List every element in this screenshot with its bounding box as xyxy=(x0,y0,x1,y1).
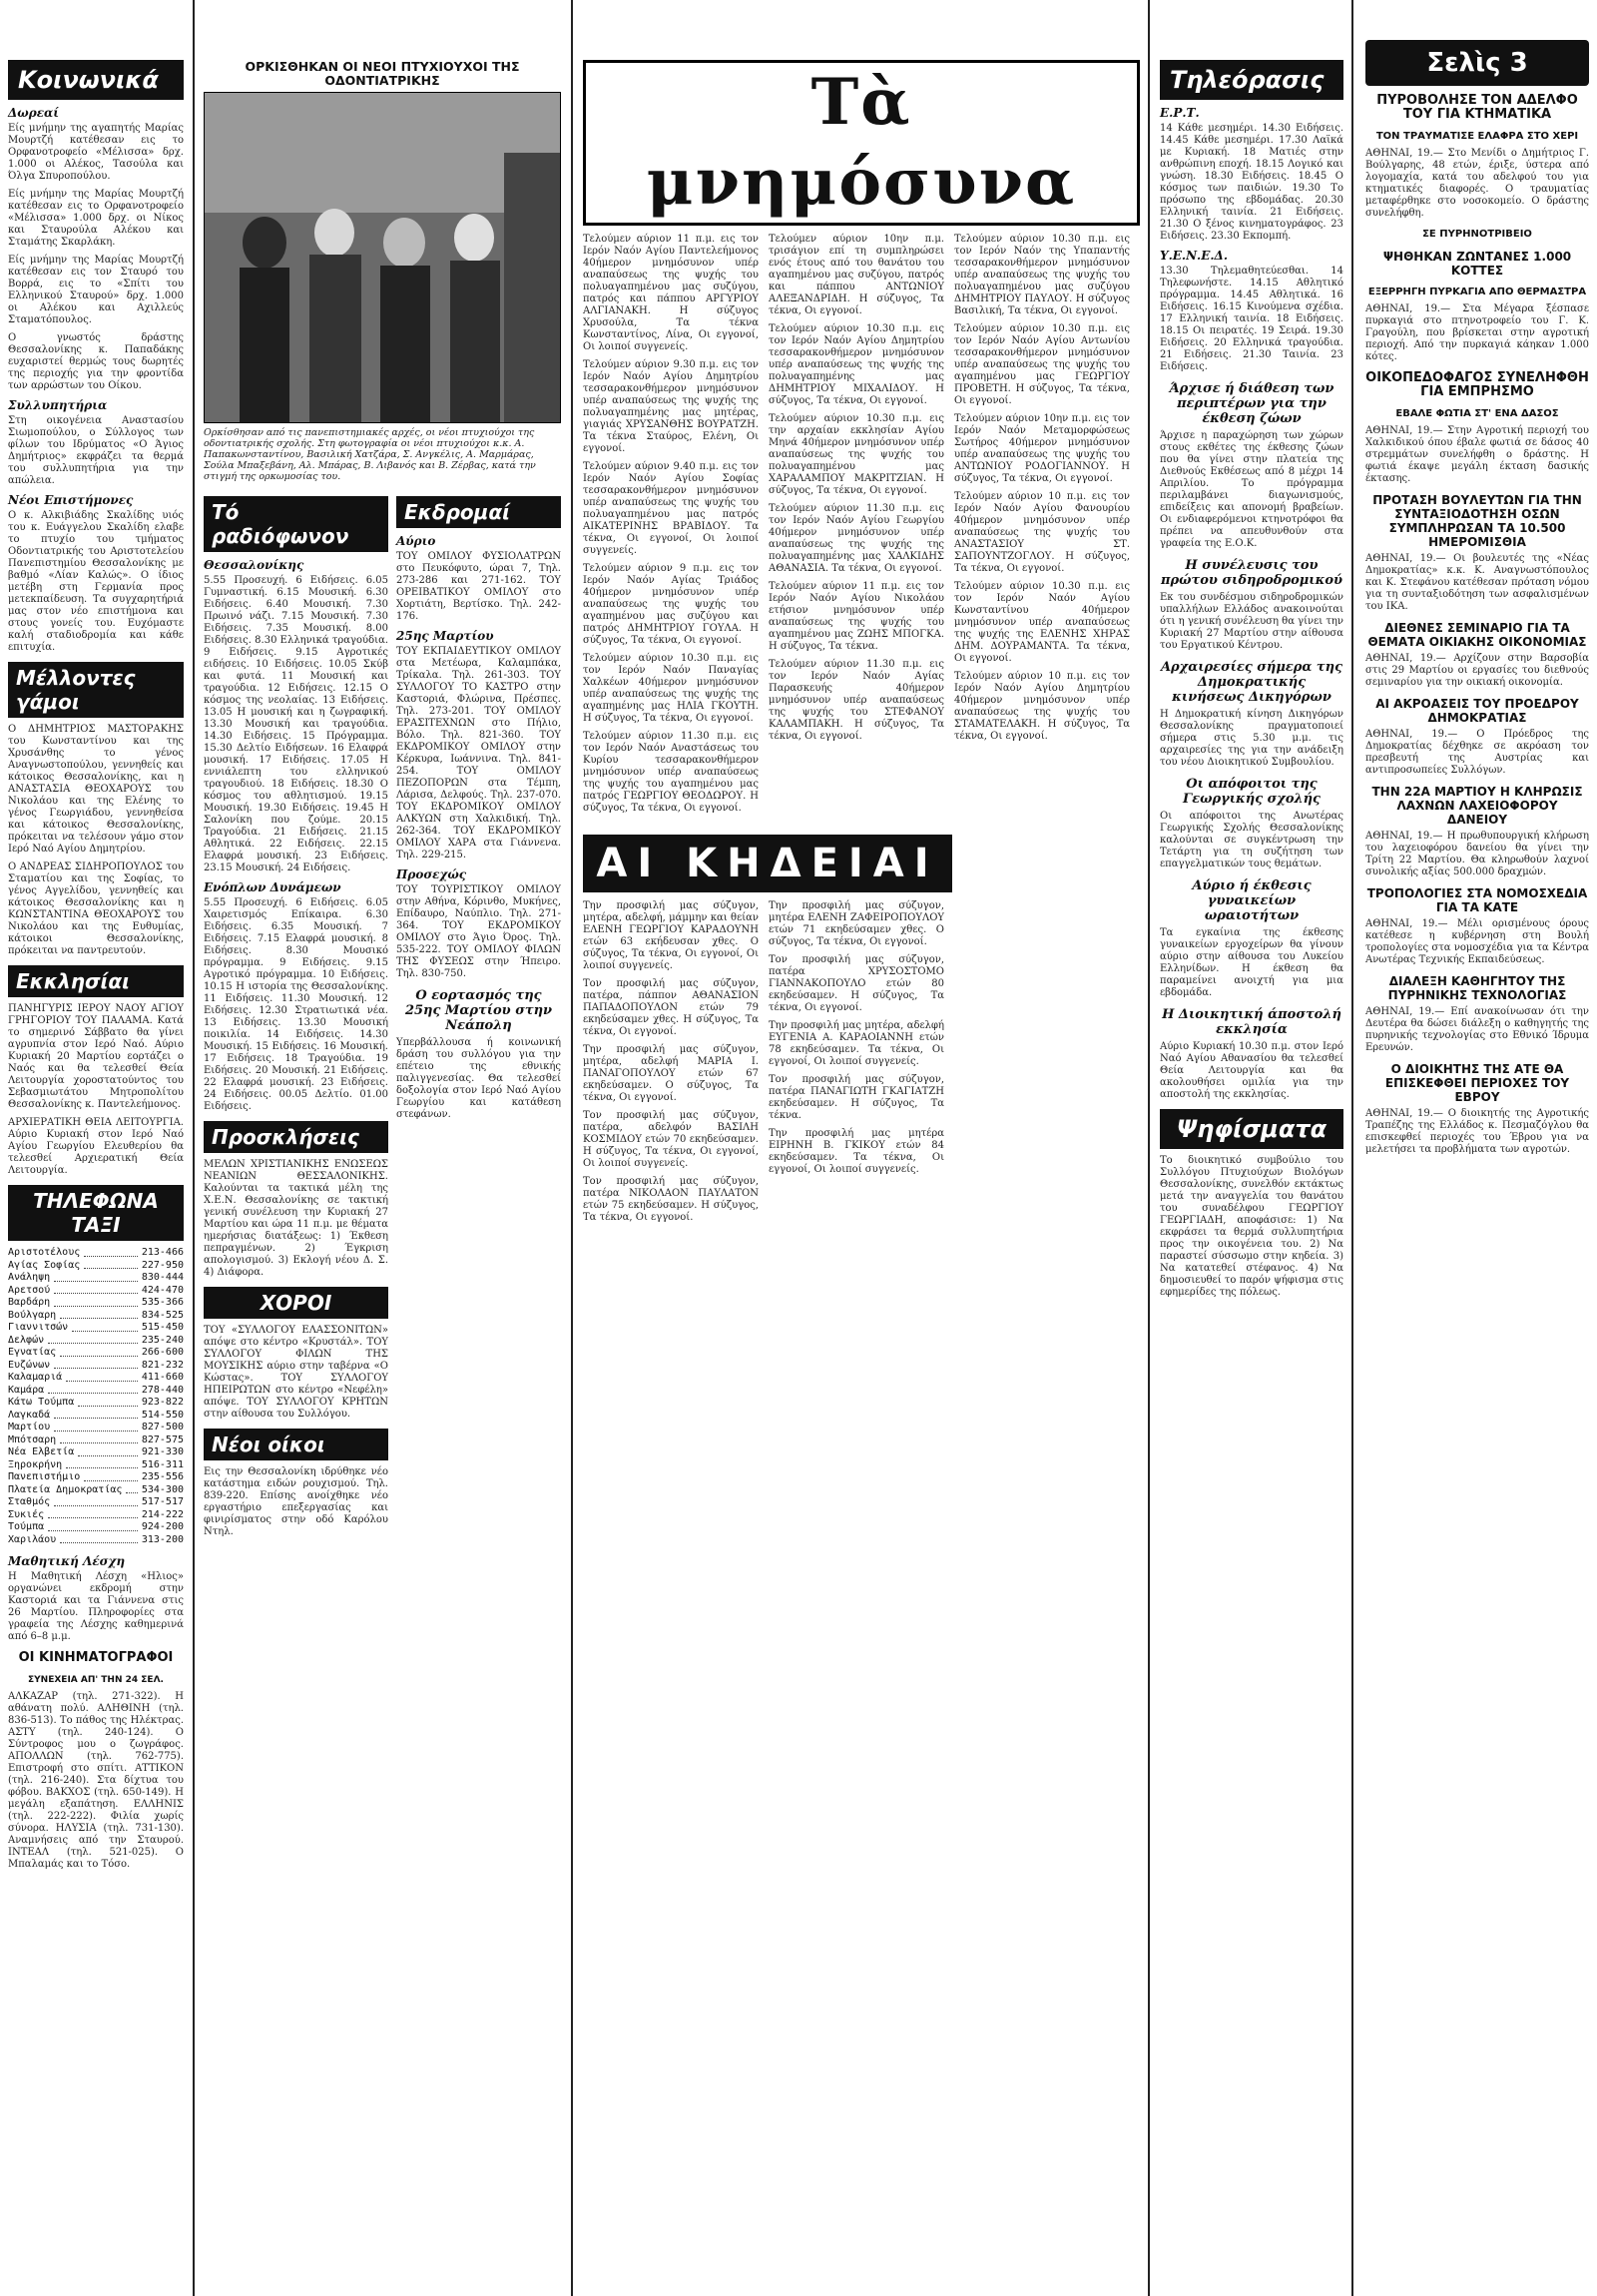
memorial-notice: Τελούμεν αύριον 10.30 π.μ. εις την αρχαίαν εκκλησίαν Αγίου Μηνά 40ήμερον μνημόσυνον υπέρ αναπαύσεως της ψυχής του πολυαγαπημένου μας ΧΑΡΑΛΑΜΠΟΥ ΜΑΚΡΙΤΖΙΑΝ. Η σύζυγος, Τα τέκνα, Οι εγγονοί. xyxy=(769,413,944,496)
taxi-phone-number: 266-600 xyxy=(141,1347,184,1358)
dorea-heading: Δωρεαί xyxy=(8,106,60,120)
taxi-phone-row xyxy=(8,1272,184,1285)
story-text: ΑΘΗΝΑΙ, 19.— Στην Αγροτική περιοχή του Χαλκιδικού όπου έβαλε φωτιά σε δάσος 40 στρεμμάτων συνελήφθη ο δράστης. Η φωτιά έκαψε μεγάλη έκταση δασικής έκτασης. xyxy=(1365,425,1589,484)
dorea-text-4: Ο γνωστός δράστης Θεσσαλονίκης κ. Παπαδάκης ευχαριστεί θερμώς τους δωρητές της περιοχής για την φροντίδα των αρρώστων του Οίκου. xyxy=(8,332,184,391)
memorial-notice: Τελούμεν αύριον 10.30 π.μ. εις τον Ιερόν Ναόν Αγίου Κωνσταντίνου 40ήμερον μνημόσυνον υπέρ αναπαύσεως της ψυχής της ΕΛΕΝΗΣ ΧΗΡΑΣ ΔΗΜ. ΔΟΥΡΑΜΑΝΤΑ. Τα τέκνα, Οι εγγονοί. xyxy=(954,581,1130,664)
taxi-phone-number: 923-822 xyxy=(141,1397,184,1408)
animal-fair-text: Άρχισε η παραχώρηση των χώρων στους εκθέτες της έκθεσης ζώων που θα γίνει στην πλατεία της Διεθνούς Εκθέσεως από 8 μέχρι 14 Απριλίου. Το πρόγραμμα περιλαμβάνει διαγωνισμούς, επιδείξεις και απονομή βραβείων. Οι ενδιαφερόμενοι κτηνοτρόφοι θα πρέπει να απευθυνθούν στα γραφεία της Ε.Ο.Κ. xyxy=(1160,430,1343,549)
taxi-stand-name: Σταθμός xyxy=(8,1496,51,1507)
railway-assembly-heading: Η συνέλευσις του πρώτου σιδηροδρομικού xyxy=(1160,558,1343,588)
ert-heading: Ε.Ρ.Τ. xyxy=(1160,106,1200,120)
taxi-stand-name: Δελφών xyxy=(8,1334,45,1346)
graduation-photo xyxy=(204,92,561,423)
lawyers-elections-heading: Αρχαιρεσίες σήμερα της Δημοκρατικής κινήσεως Δικηγόρων xyxy=(1160,660,1343,705)
taxi-stand-name: Ανάληψη xyxy=(8,1272,51,1283)
dot-leader xyxy=(84,1260,138,1270)
condolences-heading: Συλλυπητήρια xyxy=(8,398,108,412)
dot-leader xyxy=(60,1435,138,1444)
ert-schedule: 14 Κάθε μεσημέρι. 14.30 Ειδήσεις. 14.45 Κάθε μεσημέρι. 17.30 Λαϊκά με Κυριακή. 18 Ματιές στην ανθρώπινη εποχή. 18.15 Λογικό και γνώση. 18.30 Ειδήσεις. 18.45 Ο κόσμος των παιδιών. 19.30 Το πρόσωπο της εβδομάδας. 20.30 Ελληνική ταινία. 21 Ειδήσεις. 21.30 Ο ξένος κινηματογράφος. 23 Ειδήσεις. 23.30 Εκπομπή. xyxy=(1160,123,1343,242)
story-subheading: ΨΗΘΗΚΑΝ ΖΩΝΤΑΝΕΣ 1.000 ΚΟΤΤΕΣ xyxy=(1382,250,1572,278)
dot-leader xyxy=(54,1272,138,1282)
funeral-notice: Την προσφιλή μας σύζυγον, μητέρα, αδελφή ΜΑΡΙΑ Ι. ΠΑΝΑΓΟΠΟΥΛΟΥ ετών 67 εκηδεύσαμεν. Ο σύζυγος, Τα τέκνα, Οι εγγονοί. xyxy=(583,1044,759,1103)
column-news xyxy=(1357,0,1597,2296)
lawyers-elections-text: Η Δημοκρατική κίνηση Δικηγόρων Θεσσαλονίκης πραγματοποιεί σήμερα στις 5.30 μ.μ. τις αρχαιρεσίες της για την ανάδειξη του νέου Διοικητικού Συμβουλίου. xyxy=(1160,709,1343,768)
taxi-stand-name: Χαριλάου xyxy=(8,1533,57,1545)
taxi-stand-name: Πανεπιστήμιο xyxy=(8,1471,81,1482)
story-heading: ΠΡΟΤΑΣΗ ΒΟΥΛΕΥΤΩΝ ΓΙΑ ΤΗΝ ΣΥΝΤΑΞΙΟΔΟΤΗΣΗ ΟΣΩΝ ΣΥΜΠΛΗΡΩΣΑΝ ΤΑ 10.500 ΗΜΕΡΟΜΙΣΘΙΑ xyxy=(1372,493,1582,549)
taxi-phone-number: 213-466 xyxy=(141,1247,184,1258)
taxi-stand-name: Αριστοτέλους xyxy=(8,1247,81,1258)
memorial-notice: Τελούμεν αύριον 10.30 π.μ. εις τον Ιερόν Ναόν της Υπαπαντής τεσσαρακονθήμερον μνημόσυνον υπέρ αναπαύσεως της ψυχής του πολυαγαπημένου μας συζύγου ΔΗΜΗΤΡΙΟΥ ΠΑΥΛΟΥ. Η σύζυγος Βασιλική, Τα τέκνα, Οι εγγονοί. xyxy=(954,234,1130,316)
neapoli-celebration-heading: Ο εορτασμός της 25ης Μαρτίου στην Νεάπολη xyxy=(404,988,553,1033)
story-heading: ΑΙ ΑΚΡΟΑΣΕΙΣ ΤΟΥ ΠΡΟΕΔΡΟΥ ΔΗΜΟΚΡΑΤΙΑΣ xyxy=(1375,697,1579,725)
taxi-phone-row xyxy=(8,1534,184,1547)
column-rule xyxy=(1148,0,1150,2296)
memorials-column-2 xyxy=(769,234,944,821)
memorial-notice: Τελούμεν αύριον 9.30 π.μ. εις τον Ιερόν Ναόν Αγίου Δημητρίου τεσσαρακονθήμερον μνημόσυνον υπέρ αναπαύσεως της ψυχής της πολυαγαπημένης μας μητέρας, γιαγιάς ΧΡΥΣΑΝΘΗΣ ΒΟΥΡΑΤΖΗ. Τα τέκνα Σταύρος, Ελένη, Οι εγγονοί. xyxy=(583,359,759,454)
memorial-notice: Τελούμεν αύριον 10.30 π.μ. εις τον Ιερόν Ναόν Παναγίας Χαλκέων 40ήμερον μνημόσυνον υπέρ αναπαύσεως της ψυχής της αγαπημένης μας ΗΛΙΑ ΓΚΟΥΤΗ. Η σύζυγος, Τα τέκνα, Οι εγγονοί. xyxy=(583,653,759,724)
taxi-phone-number: 821-232 xyxy=(141,1359,184,1371)
taxi-stand-name: Ξηροκρήνη xyxy=(8,1458,63,1470)
taxi-phone-row xyxy=(8,1372,184,1385)
taxi-phone-number: 411-660 xyxy=(141,1372,184,1383)
people-silhouettes-icon xyxy=(205,93,560,422)
exhibition-text: Τα εγκαίνια της έκθεσης γυναικείων εργοχείρων θα γίνουν αύριο στην αίθουσα του Λυκείου Ελληνίδων. Η έκθεση θα παραμείνει ανοιχτή για μια εβδομάδα. xyxy=(1160,927,1343,998)
dorea-text-2: Είς μνήμην της Μαρίας Μουρτζή κατέθεσαν εις το Ορφανοτροφείο «Μέλισσα» 1.000 δρχ. οι Νίκος και Σταυρούλα Αλέκου και Σταμάτης Σκαρλάκη. xyxy=(8,189,184,248)
memorial-notice: Τελούμεν αύριον 10.30 π.μ. εις τον Ιερόν Ναόν Αγίου Δημητρίου τεσσαρακονθήμερον μνημόσυνον υπέρ αναπαύσεως της ψυχής της πολυαγαπημένης μας ΔΗΜΗΤΡΙΟΥ ΜΙΧΑΛΙΔΟΥ. Η σύζυγος, Τα τέκνα, Οι εγγονοί. xyxy=(769,323,944,406)
memorial-notice: Τελούμεν αύριον 10ην π.μ. τρισάγιον επί τη συμπληρώσει ενός έτους από του θανάτου του αγαπημένου μας συζύγου, πατρός και πάππου ΑΝΤΩΝΙΟΥ ΑΛΕΞΑΝΔΡΙΔΗ. Η σύζυγος, Τα τέκνα, Οι εγγονοί. xyxy=(769,234,944,316)
taxi-phone-number: 924-200 xyxy=(141,1521,184,1532)
dot-leader xyxy=(78,1397,138,1407)
taxi-stand-name: Πλατεία Δημοκρατίας xyxy=(8,1483,123,1495)
memorial-notice: Τελούμεν αύριον 10.30 π.μ. εις τον Ιερόν Ναόν Αγίου Αντωνίου τεσσαρακονθήμερον μνημόσυνον υπέρ αναπαύσεως της ψυχής του αγαπημένου μας ΓΕΩΡΓΙΟΥ ΠΡΟΒΕΤΗ. Η σύζυγος, Τα τέκνα, Οι εγγονοί. xyxy=(954,323,1130,406)
new-scientists-text: Ο κ. Αλκιβιάδης Σκαλίδης υιός του κ. Ευάγγελου Σκαλίδη ελαβε το πτυχίο του τμήματος Οδοντιατρικής του Αριστοτελείου Πανεπιστημίου Θεσσαλονίκης με βαθμό «Λίαν Καλώς». Ο ίδιος μετέβη στη Γερμανία προς μετεκπαίδευση. Τα συγχαρητήριά μας στον νέο επιστήμονα και στους γονείς του. Ευχόμαστε καλή σταδιοδρομία και κάθε επιτυχία. xyxy=(8,510,184,653)
section-label-new-houses: Νέοι οίκοι xyxy=(204,1429,388,1460)
funeral-notice: Τον προσφιλή μας σύζυγον, πατέρα ΠΑΝΑΓΙΩΤΗ ΓΚΑΓΙΑΤΖΗ εκηδεύσαμεν. Η σύζυγος, Τα τέκνα. xyxy=(769,1074,944,1121)
taxi-phone-row xyxy=(8,1471,184,1484)
taxi-phone-row xyxy=(8,1360,184,1373)
cinemas-text: ΑΛΚΑΖΑΡ (τηλ. 271-322). Η αθάνατη πολύ. ΑΛΗΘΙΝΗ (τηλ. 836-513). Το πάθος της Ηλέκτρας. ΑΣΤΥ (τηλ. 240-124). Ο Σύντροφος μου ο ζωγράφος. ΑΠΟΛΛΩΝ (τηλ. 762-775). Επιστροφή στο σπίτι. ΑΤΤΙΚΟΝ (τηλ. 216-240). Στα δίχτυα του φόβου. ΒΑΚΧΟΣ (τηλ. 650-149). Η μεγάλη εξαπάτηση. ΕΛΛΗΝΙΣ (τηλ. 222-222). Φιλία χωρίς σύνορα. ΗΛΥΣΙΑ (τηλ. 731-130). Αναμνήσεις από την Σταυρού. ΙΝΤΕΑΛ (τηλ. 521-025). Ο Μπαλαμάς και το Τόσο. xyxy=(8,1691,184,1870)
story-subheading: ΕΒΑΛΕ ΦΩΤΙΑ ΣΤ' ΕΝΑ ΔΑΣΟΣ xyxy=(1395,408,1559,419)
section-label-weddings: Μέλλοντες γάμοι xyxy=(8,662,184,718)
section-label-koinonika: Κοινωνικά xyxy=(8,60,184,100)
story-text: ΑΘΗΝΑΙ, 19.— Ο διοικητής της Αγροτικής Τραπέζης της Ελλάδος κ. Πεσμαζόγλου θα επισκεφθεί περιοχές του Έβρου για να μελετήσει τα προβλήματα των αγροτών. xyxy=(1365,1108,1589,1155)
dot-leader xyxy=(60,1310,138,1320)
student-club-text: Η Μαθητική Λέσχη «Ηλιος» οργανώνει εκδρομή στην Καστοριά και τα Γιάννενα στις 26 Μαρτίου. Πληροφορίες στα γραφεία της Λέσχης καθημερινά από 6–8 μ.μ. xyxy=(8,1571,184,1642)
taxi-phone-number: 235-556 xyxy=(141,1471,184,1482)
page-number-label: Σελὶς 3 xyxy=(1365,40,1589,86)
taxi-phone-number: 534-300 xyxy=(141,1483,184,1495)
dot-leader xyxy=(72,1322,138,1332)
taxi-phone-number: 830-444 xyxy=(141,1272,184,1283)
story-text: ΑΘΗΝΑΙ, 19.— Επί ανακοίνωσαν ότι την Δευτέρα θα δώσει διάλεξη ο καθηγητής της πυρηνικής τεχνολογίας στο Εθνικό Ίδρυμα Ερευνών. xyxy=(1365,1006,1589,1053)
dorea-text: Είς μνήμην της αγαπητής Μαρίας Μουρτζή κατέθεσαν εις το Ορφανοτροφείο «Μέλισσα» δρχ. 1.000 οι Αλέκος, Τασούλα και Όλγα Σπυροπούλου. xyxy=(8,123,184,182)
funeral-notice: Τον προσφιλή μας σύζυγον, πατέρα ΝΙΚΟΛΑΟΝ ΠΑΥΛΑΤΟΝ ετών 75 εκηδεύσαμεν. Η σύζυγος, Τα τέκνα, Οι εγγονοί. xyxy=(583,1176,759,1223)
story-text: ΑΘΗΝΑΙ, 19.— Στα Μέγαρα ξέσπασε πυρκαγιά στο πτηνοτροφείο του Γ. Κ. Γραγούλη, που βρίσκεται στην αγροτική περιοχή. Από την πυρκαγιά κάηκαν 1.000 κότες. xyxy=(1365,303,1589,362)
story-text: ΑΘΗΝΑΙ, 19.— Στο Μενίδι ο Δημήτριος Γ. Βούλγαρης, 48 ετών, έριξε, ύστερα από λογομαχία, κατά του αδελφού του για κτηματικές διαφορές. Ο τραυματίας μεταφέρθηκε στο νοσοκομείο. Ο δράστης συνελήφθη. xyxy=(1365,148,1589,219)
resolutions-text: Το διοικητικό συμβούλιο του Συλλόγου Πτυχιούχων Βιολόγων Θεσσαλονίκης, συνελθόν εκτάκτως μετά την αναγγελία του θανάτου του συναδέλφου ΓΕΩΡΓΙΟΥ ΓΕΩΡΓΙΑΔΗ, αποφάσισε: 1) Να εκφράσει τα θερμά συλλυπητήρια προς την οικογένεια του. 2) Να παραστεί σύσσωμο στην κηδεία. 3) Να κατατεθεί στέφανος. 4) Να δημοσιευθεί το παρόν ψήφισμα στις εφημερίδες της πόλεως. xyxy=(1160,1155,1343,1298)
story-heading: ΟΙΚΟΠΕΔΟΦΑΓΟΣ ΣΥΝΕΛΗΦΘΗ ΓΙΑ ΕΜΠΡΗΣΜΟ xyxy=(1365,370,1589,399)
section-label-television: Τηλεόρασις xyxy=(1160,60,1343,100)
memorial-notice: Τελούμεν αύριον 10 π.μ. εις τον Ιερόν Ναόν Αγίου Δημητρίου 40ήμερον μνημόσυνον υπέρ αναπαύσεως της ψυχής του ΣΤΑΜΑΤΕΛΑΚΗ. Η σύζυγος, Τα τέκνα, Οι εγγονοί. xyxy=(954,671,1130,742)
radio-block xyxy=(204,488,388,1544)
taxi-phone-row xyxy=(8,1322,184,1335)
church-mission-heading: Η Διοικητική άποστολή εκκλησία xyxy=(1162,1007,1341,1037)
dot-leader xyxy=(54,1285,138,1295)
funerals-column-1 xyxy=(583,900,759,1230)
story-text: ΑΘΗΝΑΙ, 19.— Η πρωθυπουργική κλήρωση του λαχειοφόρου δανείου θα γίνει την Τρίτη 22 Μαρτίου. Θα κληρωθούν λαχνοί συνολικής αξίας 500.000 δραχμών. xyxy=(1365,831,1589,877)
dot-leader xyxy=(84,1471,138,1481)
taxi-phone-row xyxy=(8,1435,184,1447)
taxi-stand-name: Λαγκαδά xyxy=(8,1409,51,1421)
new-houses-text: Εις την Θεσσαλονίκη ιδρύθηκε νέο κατάστημα ειδών ρουχισμού. Τηλ. 839-220. Επίσης ανοίχθηκε νέο εργαστήριο επεξεργασίας και φινιρίσματος στην οδό Καρόλου Ντηλ. xyxy=(204,1466,388,1537)
churches-text: ΠΑΝΗΓΥΡΙΣ ΙΕΡΟΥ ΝΑΟΥ ΑΓΙΟΥ ΓΡΗΓΟΡΙΟΥ ΤΟΥ ΠΑΛΑΜΑ. Κατά το σημερινό Σάββατο θα γίνει αγρυπνία στον Ιερό Ναό. Αύριο Κυριακή 20 Μαρτίου εορτάζει ο Ναός και θα τελεσθεί Θεία Λειτουργία χοροστατούντος του Σεβασμιωτάτου Μητροπολίτου Θεσσαλονίκης κ. Παντελεήμονος. xyxy=(8,1003,184,1110)
dot-leader xyxy=(54,1360,138,1370)
photo-caption: Ορκίσθησαν από τις πανεπιστημιακές αρχές, οι νέοι πτυχιούχοι της οδοντιατρικής σχολής. Στη φωτογραφία οι νέοι πτυχιούχοι κ.κ. Α. Παπακωνσταντίνου, Βασιλική Χατζάρα, Σ. Ανγκέλις, Α. Μαρμάρας, Σούλα Μπαξεβάνη, Αλ. Μπάρας, Β. Λιβανός και Β. Ζέρβας, κατά την στιγμή της ορκωμοσίας του. xyxy=(204,427,536,482)
memorials-column-3 xyxy=(954,234,1130,821)
taxi-stand-name: Αγίας Σοφίας xyxy=(8,1259,81,1271)
church-mission-text: Αύριο Κυριακή 10.30 π.μ. στον Ιερό Ναό Αγίου Αθανασίου θα τελεσθεί Θεία Λειτουργία και θα ακολουθήσει ομιλία για την αποστολή της εκκλησίας. xyxy=(1160,1041,1343,1100)
memorials-columns xyxy=(583,234,1140,821)
excursions-tomorrow-heading: Αύριο xyxy=(396,534,436,548)
dot-leader xyxy=(60,1347,138,1357)
taxi-phone-number: 921-330 xyxy=(141,1446,184,1457)
section-label-dances: ΧΟΡΟΙ xyxy=(204,1287,388,1319)
dot-leader xyxy=(48,1335,138,1345)
student-club-heading: Μαθητική Λέσχη xyxy=(8,1554,126,1568)
taxi-phone-row xyxy=(8,1310,184,1323)
story-text: ΑΘΗΝΑΙ, 19.— Μέλι ορισμένους όρους κατέθεσε η κυβέρνηση στη Βουλή τροπολογίες στα νομοσχέδια για τα Κέντρα Ανωτέρας Τεχνικής Εκπαιδεύσεως. xyxy=(1365,918,1589,965)
cinemas-heading: ΟΙ ΚΙΝΗΜΑΤΟΓΡΑΦΟΙ xyxy=(18,1650,174,1665)
taxi-stand-name: Τούμπα xyxy=(8,1521,45,1532)
story-heading: ΤΗΝ 22Α ΜΑΡΤΙΟΥ Η ΚΛΗΡΩΣΙΣ ΛΑΧΝΩΝ ΛΑΧΕΙΟΦΟΡΟΥ ΔΑΝΕΙΟΥ xyxy=(1371,785,1583,827)
dot-leader xyxy=(48,1385,138,1395)
memorials-title: Τὰ μνημόσυνα xyxy=(583,60,1140,226)
taxi-phone-row xyxy=(8,1335,184,1348)
railway-assembly-text: Εκ του συνδέσμου σιδηροδρομικών υπαλλήλων Ελλάδος ανακοινούται ότι η γενική συνέλευση θα γίνει την Κυριακή 27 Μαρτίου στην αίθουσα του Εργατικού Κέντρου. xyxy=(1160,592,1343,651)
funeral-notice: Τον προσφιλή μας σύζυγον, πατέρα, πάππον ΑΘΑΝΑΣΙΟΝ ΠΑΠΑΔΟΠΟΥΛΟΝ ετών 79 εκηδεύσαμεν χθες. Η σύζυγος, Τα τέκνα, Οι εγγονοί. xyxy=(583,978,759,1037)
excursions-march-heading: 25ης Μαρτίου xyxy=(396,629,494,643)
story-heading: ΔΙΑΛΕΞΗ ΚΑΘΗΓΗΤΟΥ ΤΗΣ ΠΥΡΗΝΙΚΗΣ ΤΕΧΝΟΛΟΓΙΑΣ xyxy=(1387,974,1567,1002)
funerals-columns xyxy=(583,900,1140,1230)
column-rule xyxy=(1351,0,1353,2296)
cinemas-subheading: ΣΥΝΕΧΕΙΑ ΑΠ' ΤΗΝ 24 ΣΕΛ. xyxy=(28,1675,164,1685)
condolences-text: Στη οικογένεια Αναστασίου Σιωμοπούλου, ο Σύλλογος των φίλων του Ιδρύματος «Ο Άγιος Δημήτριος» εκφράζει τα θερμά του συλλυπητήρια για την απώλεια. xyxy=(8,415,184,486)
taxi-phone-number: 235-240 xyxy=(141,1334,184,1346)
section-label-taxi-phones: ΤΗΛΕΦΩΝΑ ΤΑΞΙ xyxy=(8,1185,184,1241)
memorial-notice: Τελούμεν αύριον 11 π.μ. εις τον Ιερόν Ναόν Αγίου Νικολάου ετήσιον μνημόσυνον υπέρ αναπαύσεως της ψυχής του αγαπημένου μας ΖΩΗΣ ΜΠΟΓΚΑ. Η σύζυγος, Τα τέκνα. xyxy=(769,581,944,652)
column-social xyxy=(0,0,192,2296)
taxi-phone-number: 827-500 xyxy=(141,1422,184,1433)
taxi-phone-row xyxy=(8,1484,184,1497)
taxi-phone-number: 517-517 xyxy=(141,1496,184,1507)
taxi-stand-name: Μπότσαρη xyxy=(8,1434,57,1445)
taxi-phone-row xyxy=(8,1285,184,1298)
excursions-block xyxy=(396,488,561,1544)
taxi-phone-row xyxy=(8,1260,184,1273)
taxi-stand-name: Ευζώνων xyxy=(8,1359,51,1371)
taxi-phone-row xyxy=(8,1347,184,1360)
story-subheading: ΕΞΕΡΡΗΓΗ ΠΥΡΚΑΓΙΑ ΑΠΟ ΘΕΡΜΑΣΤΡΑ xyxy=(1367,287,1587,297)
funerals-column-2 xyxy=(769,900,944,1230)
excursions-upcoming-heading: Προσεχώς xyxy=(396,867,467,881)
taxi-stand-name: Καλαμαριά xyxy=(8,1372,63,1383)
funeral-notice: Την προσφιλή μας μητέρα ΕΙΡΗΝΗ Β. ΓΚΙΚΟΥ ετών 84 εκηδεύσαμεν. Τα τέκνα, Οι εγγονοί, Οι λοιποί συγγενείς. xyxy=(769,1128,944,1175)
taxi-stand-name: Κάτω Τούμπα xyxy=(8,1397,75,1408)
dot-leader xyxy=(54,1422,138,1432)
taxi-stand-name: Γιαννιτσών xyxy=(8,1322,69,1333)
taxi-phone-number: 827-575 xyxy=(141,1434,184,1445)
dot-leader xyxy=(84,1247,138,1257)
section-label-churches: Εκκλησίαι xyxy=(8,965,184,997)
taxi-phone-row xyxy=(8,1509,184,1522)
section-label-invitations: Προσκλήσεις xyxy=(204,1121,388,1153)
memorial-notice: Τελούμεν αύριον 9 π.μ. εις τον Ιερόν Ναόν Αγίας Τριάδος 40ήμερον μνημόσυνον υπέρ αναπαύσεως της ψυχής του αγαπημένου μας συζύγου και πατρός ΔΗΜΗΤΡΙΟΥ ΓΟΥΛΑ. Η σύζυγος, Τα τέκνα, Οι εγγονοί. xyxy=(583,563,759,646)
section-label-radio: Τό ραδιόφωνον xyxy=(204,496,388,552)
taxi-phone-number: 535-366 xyxy=(141,1297,184,1308)
taxi-phone-row xyxy=(8,1397,184,1410)
memorial-notice: Τελούμεν αύριον 11.30 π.μ. εις τον Ιερόν Ναόν Αγίας Παρασκευής 40ήμερον μνημόσυνον υπέρ αναπαύσεως της ψυχής του ΣΤΕΦΑΝΟΥ ΚΑΛΑΜΠΑΚΗ. Η σύζυγος, Τα τέκνα, Οι εγγονοί. xyxy=(769,659,944,742)
column-rule xyxy=(571,0,573,2296)
taxi-stand-name: Βαρδάρη xyxy=(8,1297,51,1308)
photo-title: ΟΡΚΙΣΘΗΚΑΝ ΟΙ ΝΕΟΙ ΠΤΥΧΙΟΥΧΟΙ ΤΗΣ ΟΔΟΝΤΙΑΤΡΙΚΗΣ xyxy=(245,59,520,88)
story-heading: ΤΡΟΠΟΛΟΓΙΕΣ ΣΤΑ ΝΟΜΟΣΧΕΔΙΑ ΓΙΑ ΤΑ ΚΑΤΕ xyxy=(1366,886,1588,914)
memorial-notice: Τελούμεν αύριον 11.30 π.μ. εις τον Ιερόν Ναόν Αγίου Γεωργίου 40ήμερον μνημόσυνον υπέρ αναπαύσεως της ψυχής της πολυαγαπημένης μας ΧΑΛΚΙΔΗΣ ΑΘΑΝΑΣΙΑ. Τα τέκνα, Οι εγγονοί. xyxy=(769,503,944,574)
taxi-stand-name: Καμάρα xyxy=(8,1384,45,1396)
memorial-notice: Τελούμεν αύριον 10ην π.μ. εις τον Ιερόν Ναόν Μεταμορφώσεως Σωτήρος 40ήμερον μνημόσυνον υπέρ αναπαύσεως της ψυχής του ΑΝΤΩΝΙΟΥ ΡΟΔΟΓΙΑΝΝΟΥ. Η σύζυγος, Τα τέκνα, Οι εγγονοί. xyxy=(954,413,1130,484)
excursions-upcoming-text: ΤΟΥ ΤΟΥΡΙΣΤΙΚΟΥ ΟΜΙΛΟΥ στην Αθήνα, Κόρινθο, Μυκήνες, Επίδαυρο, Ναύπλιο. Τηλ. 271-364. ΤΟΥ ΕΚΔΡΟΜΙΚΟΥ ΟΜΙΛΟΥ στο Άγιο Όρος. Τηλ. 535-222. ΤΟΥ ΟΜΙΛΟΥ ΦΙΛΩΝ ΤΗΣ ΦΥΣΕΩΣ στην Ήπειρο. Τηλ. 830-750. xyxy=(396,884,561,979)
dorea-text-3: Είς μνήμην της Μαρίας Μουρτζή κατέθεσαν εις τον Σταυρό του Βορρά, εις το «Σπίτι του Ελληνικού Σταυρού» δρχ. 1.000 οι Αλέκου και Αχιλλεύς Σταματόπουλος. xyxy=(8,255,184,325)
taxi-phone-row xyxy=(8,1247,184,1260)
taxi-stand-name: Μαρτίου xyxy=(8,1422,51,1433)
story-text: ΑΘΗΝΑΙ, 19.— Ο Πρόεδρος της Δημοκρατίας δέχθηκε σε ακρόαση τον πρεσβευτή της Αυστρίας και αντιπροσωπείες Συλλόγων. xyxy=(1365,729,1589,776)
radio-thessaloniki-heading: Θεσσαλονίκης xyxy=(204,558,304,572)
funeral-notice: Την προσφιλή μας σύζυγον, μητέρα ΕΛΕΝΗ ΖΑΦΕΙΡΟΠΟΥΛΟΥ ετών 71 εκηδεύσαμεν χθες. Ο σύζυγος, Τα τέκνα, Οι εγγονοί. xyxy=(769,900,944,947)
graduates-heading: Οι απόφοιτοι της Γεωργικής σχολής xyxy=(1183,777,1321,807)
dot-leader xyxy=(48,1509,138,1519)
taxi-stand-name: Αρετσού xyxy=(8,1284,51,1296)
taxi-phone-row xyxy=(8,1521,184,1534)
story-text: ΑΘΗΝΑΙ, 19.— Αρχίζουν στην Βαρσοβία στις 29 Μαρτίου οι εργασίες του διεθνούς σεμιναρίου για την οικιακή οικονομία. xyxy=(1365,653,1589,688)
section-label-excursions: Εκδρομαί xyxy=(396,496,561,528)
taxi-phone-row xyxy=(8,1496,184,1509)
neapoli-celebration-text: Υπερβάλλουσα ή κοινωνική δράση του συλλόγου για την επέτειο της εθνικής παλιγγενεσίας. Θα τελεσθεί δοξολογία στον Ιερό Ναό Αγίου Γεωργίου και κατάθεση στεφάνων. xyxy=(396,1037,561,1120)
two-column-block xyxy=(204,488,561,1544)
dot-leader xyxy=(78,1446,138,1456)
funeral-notice: Την προσφιλή μας σύζυγον, μητέρα, αδελφή, μάμμην και θείαν ΕΛΕΝΗ ΓΕΩΡΓΙΟΥ ΚΑΡΑΔΟΥΝΗ ετών 63 εκήδευσαν χθες. Ο σύζυγος, Τα τέκνα, Οι εγγονοί, Οι λοιποί συγγενείς. xyxy=(583,900,759,971)
taxi-phone-row xyxy=(8,1297,184,1310)
dances-text: ΤΟΥ «ΣΥΛΛΟΓΟΥ ΕΛΑΣΣΟΝΙΤΩΝ» απόψε στο κέντρο «Κρυστάλ». ΤΟΥ ΣΥΛΛΟΓΟΥ ΦΙΛΩΝ ΤΗΣ ΜΟΥΣΙΚΗΣ αύριο στην ταβέρνα «Ο Κώστας». ΤΟΥ ΣΥΛΛΟΓΟΥ ΗΠΕΙΡΩΤΩΝ στο κέντρο «Νεφέλη» απόψε. ΤΟΥ ΣΥΛΛΟΓΟΥ ΚΡΗΤΩΝ στην αίθουσα του Συλλόγου. xyxy=(204,1325,388,1420)
radio-armed-forces-text: 5.55 Προσευχή. 6 Ειδήσεις. 6.05 Χαιρετισμός Επίκαιρα. 6.30 Ειδήσεις. 6.35 Μουσική. 7 Ειδήσεις. 7.15 Ελαφρά μουσική. 8 Ειδήσεις. 8.30 Μουσικό πρόγραμμα. 9 Ειδήσεις. 9.15 Αγροτικό πρόγραμμα. 10 Ειδήσεις. 10.15 Η ιστορία της Θεσσαλονίκης. 11 Ειδήσεις. 11.30 Μουσική. 12 Ειδήσεις. 12.30 Στρατιωτικά νέα. 13 Ειδήσεις. 13.30 Μουσική ποικιλία. 14 Ειδήσεις. 14.30 Μουσική. 15 Ειδήσεις. 16 Μουσική. 17 Ειδήσεις. 18 Τραγούδια. 19 Ειδήσεις. 20 Μουσική. 21 Ειδήσεις. 22 Ελαφρά μουσική. 23 Ειδήσεις. 24 Ειδήσεις. 00.05 Δελτίο. 01.00 Ειδήσεις. xyxy=(204,897,388,1112)
dot-leader xyxy=(60,1534,138,1544)
taxi-phone-row xyxy=(8,1446,184,1459)
radio-thessaloniki-text: 5.55 Προσευχή. 6 Ειδήσεις. 6.05 Γυμναστική. 6.15 Μουσική. 6.30 Ειδήσεις. 6.40 Μουσική. 7.30 Πρωινό νάζι. 7.15 Μουσική. 7.30 Ειδήσεις. 7.35 Μουσική. 8.00 Ειδήσεις. 8.30 Ελληνικά τραγούδια. 9 Ειδήσεις. 9.15 Αγροτικές ειδήσεις. 10 Ειδήσεις. 10.05 Σκύβ και φυτά. 11 Μουσική και τραγούδια. 12 Ειδήσεις. 12.15 Ο κόσμος της νεολαίας. 13 Ειδήσεις. 13.05 Η μουσική και η ζωγραφική. 13.30 Μουσική και τραγούδια. 14.30 Ειδήσεις. 15 Πρόγραμμα. 15.30 Δελτίο Ειδήσεων. 16 Ελαφρά μουσική. 17 Ειδήσεις. 17.05 Η εννιάλεπτη του ελληνικού τραγουδιού. 18 Ειδήσεις. 18.30 Ο κόσμος του αθλητισμού. 19.15 Μουσική. 19.30 Ειδήσεις. 19.45 Η Σαλονίκη που ζούμε. 20.15 Τραγούδια. 21 Ειδήσεις. 21.15 Αθλητικά. 22 Ειδήσεις. 22.15 Ελαφρά μουσική. 23 Ειδήσεις. 23.15 Μουσική. 24 Ειδήσεις. xyxy=(204,575,388,873)
excursions-march-text: ΤΟΥ ΕΚΠΑΙΔΕΥΤΙΚΟΥ ΟΜΙΛΟΥ στα Μετέωρα, Καλαμπάκα, Τρίκαλα. Τηλ. 261-303. ΤΟΥ ΣΥΛΛΟΓΟΥ ΤΟ ΚΑΣΤΡΟ στην Καστοριά, Φλώρινα, Πρέσπες. Τηλ. 273-201. ΤΟΥ ΟΜΙΛΟΥ ΕΡΑΣΙΤΕΧΝΩΝ στο Πήλιο, Βόλο. Τηλ. 821-360. ΤΟΥ ΕΚΔΡΟΜΙΚΟΥ ΟΜΙΛΟΥ στην Κέρκυρα, Ιωάννινα. Τηλ. 841-254. ΤΟΥ ΟΜΙΛΟΥ ΠΕΖΟΠΟΡΩΝ στα Τέμπη, Λάρισα, Δελφούς. Τηλ. 237-070. ΤΟΥ ΕΚΔΡΟΜΙΚΟΥ ΟΜΙΛΟΥ ΑΛΚΥΩΝ στη Χαλκιδική. Τηλ. 262-364. ΤΟΥ ΕΚΔΡΟΜΙΚΟΥ ΟΜΙΛΟΥ ΧΑΡΑ στα Γιάννενα. Τηλ. 229-215. xyxy=(396,646,561,861)
taxi-stand-name: Εγνατίας xyxy=(8,1347,57,1358)
taxi-stand-name: Νέα Ελβετία xyxy=(8,1446,75,1457)
column-rule xyxy=(193,0,195,2296)
dot-leader xyxy=(54,1297,138,1307)
excursions-tomorrow-text: ΤΟΥ ΟΜΙΛΟΥ ΦΥΣΙΟΛΑΤΡΩΝ στο Πευκόφυτο, ώραι 7, Τηλ. 273-286 και 271-162. ΤΟΥ ΟΡΕΙΒΑΤΙΚΟΥ ΟΜΙΛΟΥ στο Χορτιάτη, Βερτίσκο. Τηλ. 242-176. xyxy=(396,551,561,622)
dot-leader xyxy=(48,1521,138,1531)
taxi-phone-number: 278-440 xyxy=(141,1384,184,1396)
taxi-phone-row xyxy=(8,1385,184,1398)
taxi-phone-number: 834-525 xyxy=(141,1309,184,1321)
funeral-notice: Τον προσφιλή μας σύζυγον, πατέρα, αδελφόν ΒΑΣΙΛΗ ΚΟΣΜΙΔΟΥ ετών 70 εκηδεύσαμεν. Η σύζυγος, Τα τέκνα, Οι εγγονοί, Οι λοιποί συγγενείς. xyxy=(583,1110,759,1169)
taxi-phone-number: 214-222 xyxy=(141,1508,184,1520)
taxi-phone-row xyxy=(8,1410,184,1423)
dot-leader xyxy=(66,1372,138,1382)
taxi-phone-row xyxy=(8,1459,184,1472)
exhibition-heading: Αύριο ή έκθεσις γυναικείων ωραιοτήτων xyxy=(1192,878,1312,923)
column-events xyxy=(198,0,567,2296)
taxi-phone-number: 516-311 xyxy=(141,1458,184,1470)
funerals-banner: ΑΙ ΚΗΔΕΙΑΙ xyxy=(583,835,952,892)
taxi-stand-name: Συκιές xyxy=(8,1508,45,1520)
dot-leader xyxy=(54,1496,138,1506)
graduates-text: Οι απόφοιτοι της Ανωτέρας Γεωργικής Σχολής Θεσσαλονίκης καλούνται σε συγκέντρωση την Τετάρτη για τη συζήτηση των επαγγελματικών τους θεμάτων. xyxy=(1160,811,1343,869)
weddings-text: Ο ΔΗΜΗΤΡΙΟΣ ΜΑΣΤΟΡΑΚΗΣ του Κωνσταντίνου και της Χρυσάνθης το γένος Αναγνωστοπούλου, γεννηθείς και κάτοικος Θεσσαλονίκης, και η ΑΝΑΣΤΑΣΙΑ ΘΕΟΧΑΡΟΥΣ του Νικολάου και της Ελένης το γένος Γεωργιάδου, γεννηθείσα και κάτοικος Θεσσαλονίκης, πρόκειται να τελέσουν γάμο στον Ιερό Ναό Αγίου Δημητρίου. xyxy=(8,724,184,855)
section-label-resolutions: Ψηφίσματα xyxy=(1160,1109,1343,1149)
column-memorials xyxy=(577,0,1146,2296)
yened-schedule: 13.30 Τηλεμαθητεύεσθαι. 14 Τηλεφωνήστε. 14.15 Αθλητικό πρόγραμμα. 14.45 Αθλητικά. 16 Ειδήσεις. 16.15 Κινούμενα σχέδια. 17 Ελληνική ταινία. 18 Ειδήσεις. 18.15 Οι πειρατές. 19 Σειρά. 19.30 Ειδήσεις. 20 Ελληνικά τραγούδια. 21 Ειδήσεις. 21.30 Ταινία. 23 Ειδήσεις. xyxy=(1160,266,1343,372)
memorial-notice: Τελούμεν αύριον 11 π.μ. εις τον Ιερόν Ναόν Αγίου Παντελεήμονος 40ήμερον μνημόσυνον υπέρ αναπαύσεως της ψυχής του πολυαγαπημένου μας συζύγου, πατρός και πάππου ΑΡΓΥΡΙΟΥ ΑΛΓΙΑΝΑΚΗ. Η σύζυγος Χρυσούλα, Τα τέκνα Κωνσταντίνος, Λίνα, Οι εγγονοί, Οι λοιποί συγγενείς. xyxy=(583,234,759,352)
taxi-phone-number: 515-450 xyxy=(141,1322,184,1333)
memorial-notice: Τελούμεν αύριον 11.30 π.μ. εις τον Ιερόν Ναόν Αναστάσεως του Κυρίου τεσσαρακονθήμερον μνημόσυνον υπέρ αναπαύσεως της ψυχής του αγαπημένου μας πατρός ΓΕΩΡΓΙΟΥ ΘΕΟΔΩΡΟΥ. Η σύζυγος, Τα τέκνα, Οι εγγονοί. xyxy=(583,731,759,814)
new-scientists-heading: Νέοι Επιστήμονες xyxy=(8,493,134,507)
story-text: ΑΘΗΝΑΙ, 19.— Οι βουλευτές της «Νέας Δημοκρατίας» κ.κ. Κ. Αναγνωστόπουλος και Κ. Στεφάνου κατέθεσαν πρόταση νόμου για τη συνταξιοδότηση των ασφαλισμένων του ΙΚΑ. xyxy=(1365,553,1589,612)
funeral-notice: Την προσφιλή μας μητέρα, αδελφή ΕΥΓΕΝΙΑ Α. ΚΑΡΑΟΙΑΝΝΗ ετών 78 εκηδεύσαμεν. Τα τέκνα, Οι εγγονοί, Οι λοιποί συγγενείς. xyxy=(769,1020,944,1067)
yened-heading: Υ.Ε.Ν.Ε.Δ. xyxy=(1160,249,1229,263)
memorial-notice: Τελούμεν αύριον 10 π.μ. εις τον Ιερόν Ναόν Αγίου Φανουρίου 40ήμερον μνημόσυνον υπέρ αναπαύσεως της ψυχής του ΑΝΑΣΤΑΣΙΟΥ ΣΤ. ΣΑΠΟΥΝΤΖΟΓΛΟΥ. Η σύζυγος, Τα τέκνα, Οι εγγονοί. xyxy=(954,491,1130,574)
invitations-text: ΜΕΛΩΝ ΧΡΙΣΤΙΑΝΙΚΗΣ ΕΝΩΣΕΩΣ ΝΕΑΝΙΩΝ ΘΕΣΣΑΛΟΝΙΚΗΣ. Καλούνται τα τακτικά μέλη της Χ.Ε.Ν. Θεσσαλονίκης σε τακτική γενική συνέλευση την Κυριακή 27 Μαρτίου και ώρα 11 π.μ. με θέματα ημερήσιας διατάξεως: 1) Έκθεση πεπραγμένων. 2) Έγκριση απολογισμού. 3) Εκλογή νέου Δ. Σ. 4) Διάφορα. xyxy=(204,1159,388,1278)
story-heading: ΣΕ ΠΥΡΗΝΟΤΡΙΒΕΙΟ xyxy=(1422,229,1532,240)
taxi-phone-row xyxy=(8,1422,184,1435)
dot-leader xyxy=(66,1459,138,1469)
story-subheading: ΤΟΝ ΤΡΑΥΜΑΤΙΣΕ ΕΛΑΦΡΑ ΣΤΟ ΧΕΡΙ xyxy=(1375,131,1579,142)
taxi-phone-number: 227-950 xyxy=(141,1259,184,1271)
funeral-notice: Τον προσφιλή μας σύζυγον, πατέρα ΧΡΥΣΟΣΤΟΜΟ ΓΙΑΝΝΑΚΟΠΟΥΛΟ ετών 80 εκηδεύσαμεν. Η σύζυγος, Τα τέκνα, Οι εγγονοί. xyxy=(769,954,944,1013)
taxi-phone-number: 424-470 xyxy=(141,1284,184,1296)
churches-text-2: ΑΡΧΙΕΡΑΤΙΚΗ ΘΕΙΑ ΛΕΙΤΟΥΡΓΙΑ. Αύριο Κυριακή στον Ιερό Ναό Αγίου Γεωργίου Ελευθερίου θα τελεσθεί Αρχιερατική Θεία Λειτουργία. xyxy=(8,1117,184,1176)
story-heading: ΠΥΡΟΒΟΛΗΣΕ ΤΟΝ ΑΔΕΛΦΟ ΤΟΥ ΓΙΑ ΚΤΗΜΑΤΙΚΑ xyxy=(1376,93,1578,122)
taxi-stand-name: Βούλγαρη xyxy=(8,1309,57,1321)
radio-armed-forces-heading: Ενόπλων Δυνάμεων xyxy=(204,880,341,894)
memorial-notice: Τελούμεν αύριον 9.40 π.μ. εις τον Ιερόν Ναόν Αγίου Σοφίας τεσσαρακονθήμερον μνημόσυνον υπέρ αναπαύσεως της ψυχής του πολυαγαπημένου μας πατρός ΑΙΚΑΤΕΡΙΝΗΣ ΒΡΑΒΙΔΟΥ. Τα τέκνα, Οι εγγονοί, Οι λοιποί συγγενείς. xyxy=(583,461,759,556)
column-television xyxy=(1154,0,1349,2296)
taxi-phone-list xyxy=(8,1247,184,1546)
taxi-phone-number: 313-200 xyxy=(141,1533,184,1545)
weddings-text-2: Ο ΑΝΔΡΕΑΣ ΣΙΔΗΡΟΠΟΥΛΟΣ του Σταματίου και της Σοφίας, το γένος Αγγελίδου, γεννηθείς και κάτοικος Θεσσαλονίκης και η ΚΩΝΣΤΑΝΤΙΝΑ ΘΕΟΧΑΡΟΥΣ του Νικολάου και της Ευθυμίας, κάτοικοι Θεσσαλονίκης, πρόκειται να παντρευτούν. xyxy=(8,861,184,956)
dot-leader xyxy=(126,1484,137,1494)
story-heading: Ο ΔΙΟΙΚΗΤΗΣ ΤΗΣ ΑΤΕ ΘΑ ΕΠΙΣΚΕΦΘΕΙ ΠΕΡΙΟΧΕΣ ΤΟΥ ΕΒΡΟΥ xyxy=(1384,1062,1570,1104)
dot-leader xyxy=(54,1410,138,1420)
taxi-phone-number: 514-550 xyxy=(141,1409,184,1421)
story-heading: ΔΙΕΘΝΕΣ ΣΕΜΙΝΑΡΙΟ ΓΙΑ ΤΑ ΘΕΜΑΤΑ ΟΙΚΙΑΚΗΣ ΟΙΚΟΝΟΜΙΑΣ xyxy=(1367,621,1587,649)
animal-fair-heading: Άρχισε ή διάθεση των περιπτέρων για την έκθεση ζώων xyxy=(1169,381,1334,426)
memorials-column-1 xyxy=(583,234,759,821)
